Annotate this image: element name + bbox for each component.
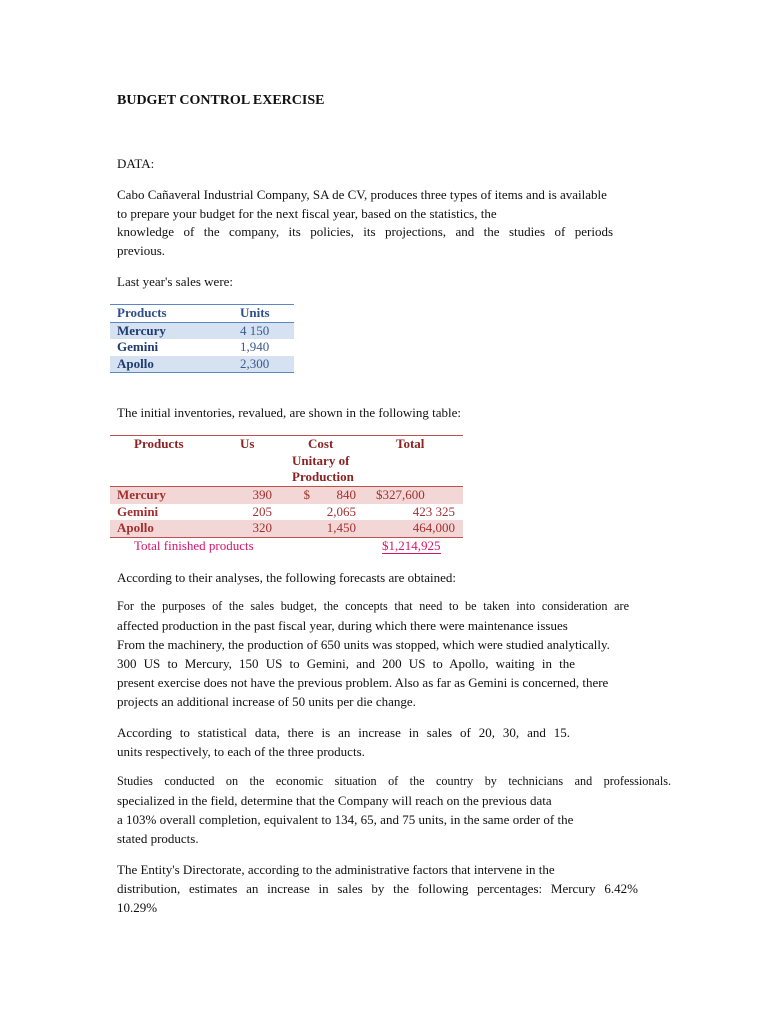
para-sales-line-6: projects an additional increase of 50 units per die change. [117,694,416,709]
inventory-table [110,435,463,555]
table-row [110,356,294,373]
para-sales-line-4: 300 US to Mercury, 150 US to Gemini, and 200 US to Apollo, waiting in the [117,656,575,671]
para-stats-line-2: units respectively, to each of the three products. [117,744,365,759]
inv-header-cost-line1: Cost [308,436,334,451]
para-studies-line-2: specialized in the field, determine that the Company will reach on the previous data [117,793,552,808]
para-stats-line-1: According to statistical data, there is an increase in sales of 20, 30, and 15. [117,725,570,740]
inv-total-apollo: 464,000 [366,520,463,537]
inv-header-cost [272,436,366,487]
inv-header-us: Us [216,436,272,487]
para-sales-line-3: From the machinery, the production of 650 units was stopped, which were studied analytically. [117,637,610,652]
intro-line-1: Cabo Cañaveral Industrial Company, SA de CV, produces three types of items and is available [117,187,607,202]
inventory-table-header [110,436,463,487]
table-row [110,520,463,537]
inv-header-cost-line3: Production [292,469,354,484]
inv-total-sum-value: $1,214,925 [382,537,441,553]
sales-intro: Last year's sales were: [117,274,234,289]
table-row [110,504,463,521]
table-row [110,322,294,339]
intro-line-4: previous. [117,243,166,258]
intro-line-3: knowledge of the company, its policies, its projections, and the studies of periods [117,224,613,239]
para-sales-line-1: For the purposes of the sales budget, the concepts that need to be taken into consideration are [117,599,629,613]
sales-units-mercury: 4 150 [233,322,294,339]
inv-product-mercury: Mercury [110,487,216,504]
inv-cost-apollo [272,520,366,537]
inv-product-apollo: Apollo [110,520,216,537]
inv-total-value: $327,600 [376,487,425,502]
document-title: BUDGET CONTROL EXERCISE [117,93,325,108]
sales-product-gemini: Gemini [117,339,159,355]
inv-cost-gemini [272,504,366,521]
inv-total-label: Total finished products [134,537,254,553]
sales-product-mercury: Mercury [110,322,233,339]
para-sales-line-5: present exercise does not have the previous problem. Also as far as Gemini is concerned, there [117,675,609,690]
inv-header-total: Total [366,436,463,487]
sales-table-header [110,305,294,323]
inv-cost-value: 1,450 [326,520,356,535]
inv-cost-symbol: $ [303,487,310,502]
intro-line-2: to prepare your budget for the next fiscal year, based on the statistics, the [117,206,497,221]
para-studies-line-1: Studies conducted on the economic situation of the country by technicians and professionals. [117,774,671,788]
inv-total-gemini: 423 325 [412,503,455,519]
inventory-total-row [110,537,463,555]
inv-product-gemini: Gemini [117,503,159,519]
inv-total-sum [366,537,463,555]
inv-us-mercury: 390 [216,487,272,504]
table-row [110,339,294,356]
sales-units-gemini: 1,940 [240,339,270,355]
para-studies-line-3: a 103% overall completion, equivalent to 134, 65, and 75 units, in the same order of the [117,812,574,827]
inv-header-cost-line2: Unitary of [292,452,350,468]
inv-header-products: Products [110,436,216,487]
inv-us-apollo: 320 [216,520,272,537]
inv-us-gemini: 205 [252,503,272,519]
inv-cost-value: 2,065 [326,503,356,519]
table-row [110,487,463,504]
para-directorate-line-3: 10.29% [117,900,158,915]
inv-total-mercury [366,487,463,504]
forecast-intro: According to their analyses, the following forecasts are obtained: [117,570,456,585]
inventory-intro: The initial inventories, revalued, are shown in the following table: [117,405,462,420]
para-directorate-line-1: The Entity's Directorate, according to the administrative factors that intervene in the [117,862,555,877]
sales-header-products: Products [110,305,233,323]
para-studies-line-4: stated products. [117,831,199,846]
sales-header-units: Units [233,305,294,323]
inv-cost-value: 840 [336,487,356,502]
sales-units-apollo: 2,300 [233,356,294,373]
sales-product-apollo: Apollo [110,356,233,373]
para-directorate-line-2: distribution, estimates an increase in sales by the following percentages: Mercury 6.42% [117,881,638,896]
para-sales-line-2: affected production in the past fiscal year, during which there were maintenance issues [117,618,568,633]
sales-table [110,304,294,373]
data-label: DATA: [117,156,155,171]
inv-cost-mercury [272,487,366,504]
